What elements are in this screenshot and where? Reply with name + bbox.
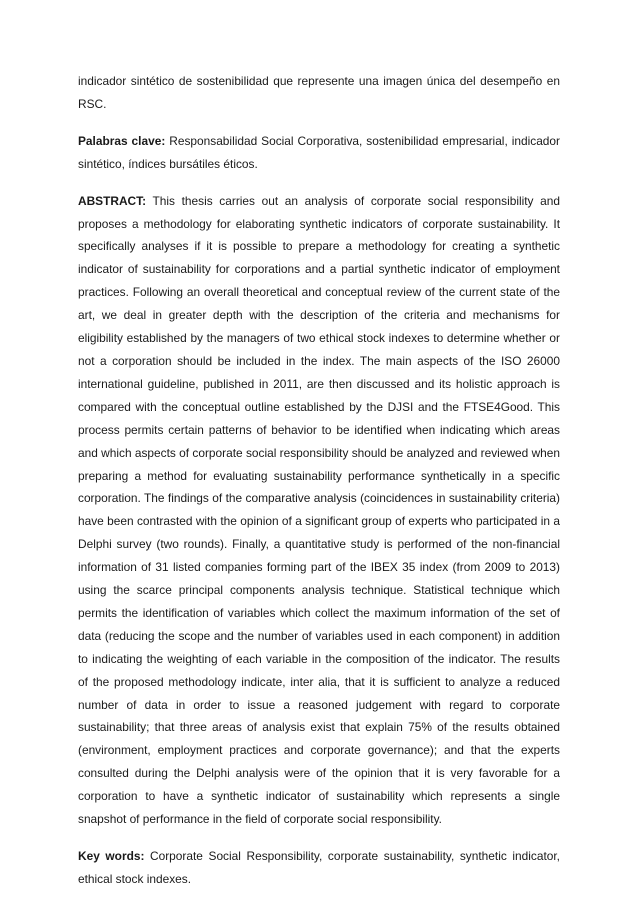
keywords-spanish-paragraph [78,130,560,176]
keywords-english-text: Corporate Social Responsibility, corporate sustainability, synthetic indicator, ethical stock indexes. [78,849,560,886]
intro-paragraph-end [78,70,560,116]
document-page [78,70,560,905]
keywords-spanish-label: Palabras clave: [78,133,166,148]
keywords-english-label: Key words: [78,849,145,863]
abstract-paragraph [78,190,560,831]
keywords-spanish-text: Responsabilidad Social Corporativa, sostenibilidad empresarial, indicador sintético, índices bursátiles éticos. [78,133,560,171]
keywords-english-paragraph [78,845,560,891]
abstract-label: ABSTRACT: [78,193,147,208]
intro-text: indicador sintético de sostenibilidad que represente una imagen única del desempeño en RSC. [78,74,560,111]
abstract-text: This thesis carries out an analysis of corporate social responsibility and proposes a methodology for elaborating synthetic indicators of corporate sustainability. It specifically analyses if it is possible to prepare a methodology for creating a synthetic indicator of sustainability for corporations and a partial synthetic indicator of employment practices. Following an overall theoretical and conceptual review of the current state of the art, we deal in greater depth with the description of the criteria and mechanisms for eligibility established by the managers of two ethical stock indexes to determine whether or not a corporation should be included in the index. The main aspects of the ISO 26000 international guideline, published in 2011, are then discussed and its holistic approach is compared with the conceptual outline established by the DJSI and the FTSE4Good. This process permits certain patterns of behavior to be identified when indicating which areas and which aspects of corporate social responsibility should be analyzed and reviewed when preparing a method for evaluating sustainability performance synthetically in a specific corporation. The findings of the comparative analysis (coincidences in sustainability criteria) have been contrasted with the opinion of a significant group of experts who participated in a Delphi survey (two rounds). Finally, a quantitative study is performed of the non-financial information of 31 listed companies forming part of the IBEX 35 index (from 2009 to 2013) using the scarce principal components analysis technique. Statistical technique which permits the identification of variables which collect the maximum information of the set of data (reducing the scope and the number of variables used in each component) in addition to indicating the weighting of each variable in the composition of the indicator. The results of the proposed methodology indicate, inter alia, that it is sufficient to analyze a reduced number of data in order to issue a reasoned judgement with regard to corporate sustainability; that three areas of analysis exist that explain 75% of the results obtained (environment, employment practices and corporate governance); and that the experts consulted during the Delphi analysis were of the opinion that it is very favorable for a corporation to have a synthetic indicator of sustainability which represents a single snapshot of performance in the field of corporate social responsibility. [78,193,560,827]
